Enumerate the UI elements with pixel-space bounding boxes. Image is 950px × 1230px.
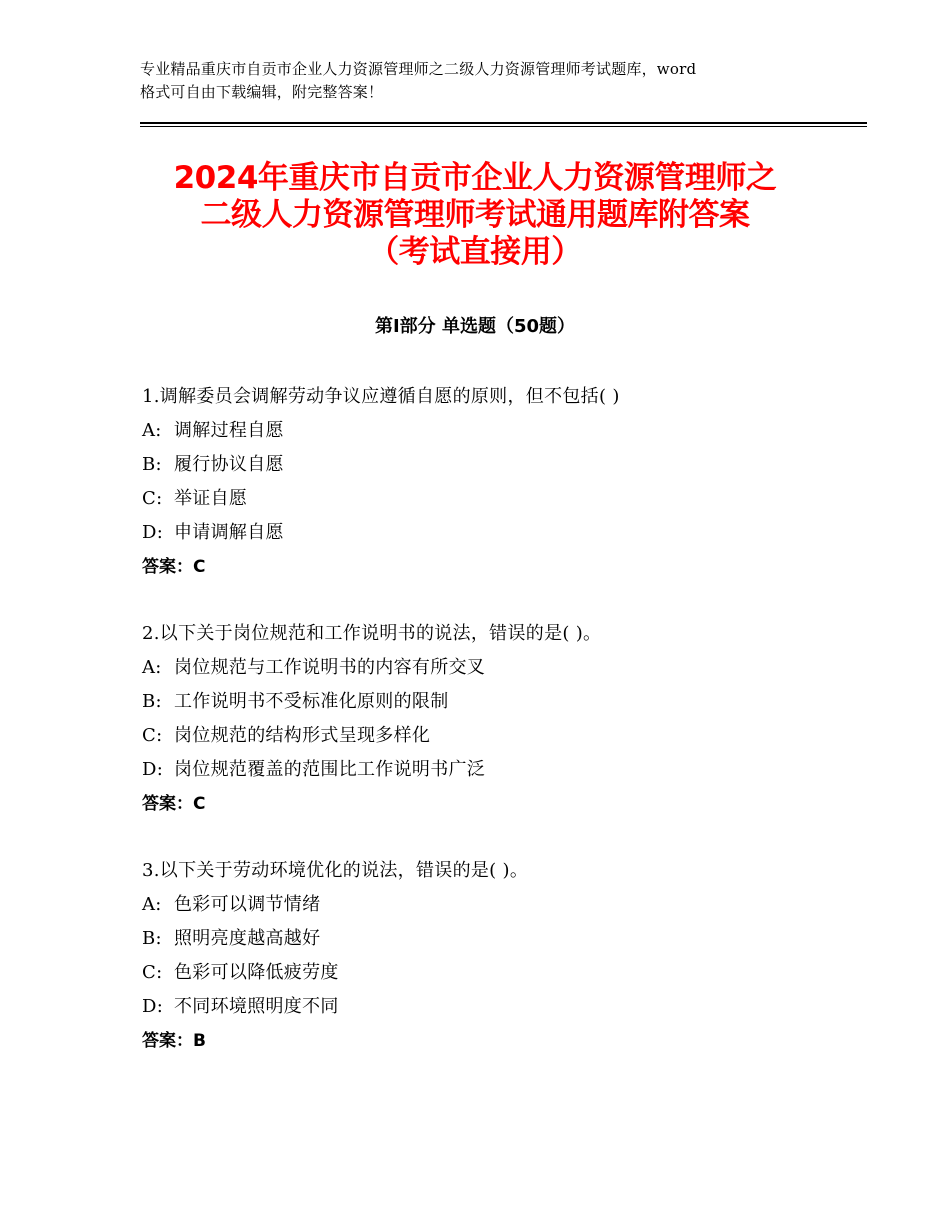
option-d <box>142 753 862 787</box>
title-line-3: （考试直接用） <box>368 234 582 270</box>
option-d <box>142 516 862 550</box>
option-text: 岗位规范与工作说明书的内容有所交叉 <box>174 657 486 678</box>
question-stem: 3.以下关于劳动环境优化的说法，错误的是( )。 <box>142 860 529 881</box>
option-letter: A: <box>142 420 162 441</box>
option-text: 调解过程自愿 <box>174 420 284 441</box>
header-note-line-2: 格式可自由下载编辑，附完整答案！ <box>140 83 384 101</box>
option-letter: B: <box>142 691 162 712</box>
option-d <box>142 990 862 1024</box>
option-letter: D: <box>142 996 164 1017</box>
option-letter: B: <box>142 454 162 475</box>
option-a <box>142 414 862 448</box>
question-3 <box>142 854 862 1058</box>
question-2 <box>142 617 862 821</box>
option-letter: D: <box>142 522 164 543</box>
option-text: 色彩可以调节情绪 <box>174 894 321 915</box>
answer-value: C <box>193 557 206 577</box>
option-text: 岗位规范覆盖的范围比工作说明书广泛 <box>174 759 486 780</box>
question-1 <box>142 380 862 584</box>
option-c <box>142 956 862 990</box>
question-list <box>142 380 862 1091</box>
document-header-note <box>140 58 830 104</box>
answer-label: 答案： <box>142 557 193 577</box>
option-text: 举证自愿 <box>174 488 248 509</box>
option-letter: C: <box>142 962 163 983</box>
option-letter: D: <box>142 759 164 780</box>
option-a <box>142 888 862 922</box>
option-text: 色彩可以降低疲劳度 <box>174 962 339 983</box>
option-text: 履行协议自愿 <box>174 454 284 475</box>
document-title <box>60 160 890 271</box>
option-letter: A: <box>142 894 162 915</box>
option-b <box>142 448 862 482</box>
option-text: 岗位规范的结构形式呈现多样化 <box>174 725 431 746</box>
header-note-line-1: 专业精品重庆市自贡市企业人力资源管理师之二级人力资源管理师考试题库，word <box>140 60 697 78</box>
answer-value: B <box>193 1031 206 1051</box>
answer-line <box>142 1024 862 1058</box>
option-text: 申请调解自愿 <box>174 522 284 543</box>
section-heading: 第Ⅰ部分 单选题（50题） <box>374 316 575 337</box>
option-letter: C: <box>142 725 163 746</box>
option-text: 照明亮度越高越好 <box>174 928 321 949</box>
option-c <box>142 482 862 516</box>
answer-label: 答案： <box>142 794 193 814</box>
question-stem: 2.以下关于岗位规范和工作说明书的说法，错误的是( )。 <box>142 623 602 644</box>
option-letter: B: <box>142 928 162 949</box>
option-a <box>142 651 862 685</box>
option-b <box>142 685 862 719</box>
option-b <box>142 922 862 956</box>
header-divider-thin <box>140 126 867 127</box>
header-divider-thick <box>140 122 867 124</box>
option-letter: A: <box>142 657 162 678</box>
title-line-2: 二级人力资源管理师考试通用题库附答案 <box>200 197 750 233</box>
answer-label: 答案： <box>142 1031 193 1051</box>
answer-line <box>142 787 862 821</box>
option-text: 不同环境照明度不同 <box>174 996 339 1017</box>
option-c <box>142 719 862 753</box>
title-line-1: 2024年重庆市自贡市企业人力资源管理师之 <box>173 160 777 196</box>
answer-line <box>142 550 862 584</box>
question-stem: 1.调解委员会调解劳动争议应遵循自愿的原则，但不包括( ) <box>142 386 620 407</box>
option-letter: C: <box>142 488 163 509</box>
answer-value: C <box>193 794 206 814</box>
option-text: 工作说明书不受标准化原则的限制 <box>174 691 449 712</box>
